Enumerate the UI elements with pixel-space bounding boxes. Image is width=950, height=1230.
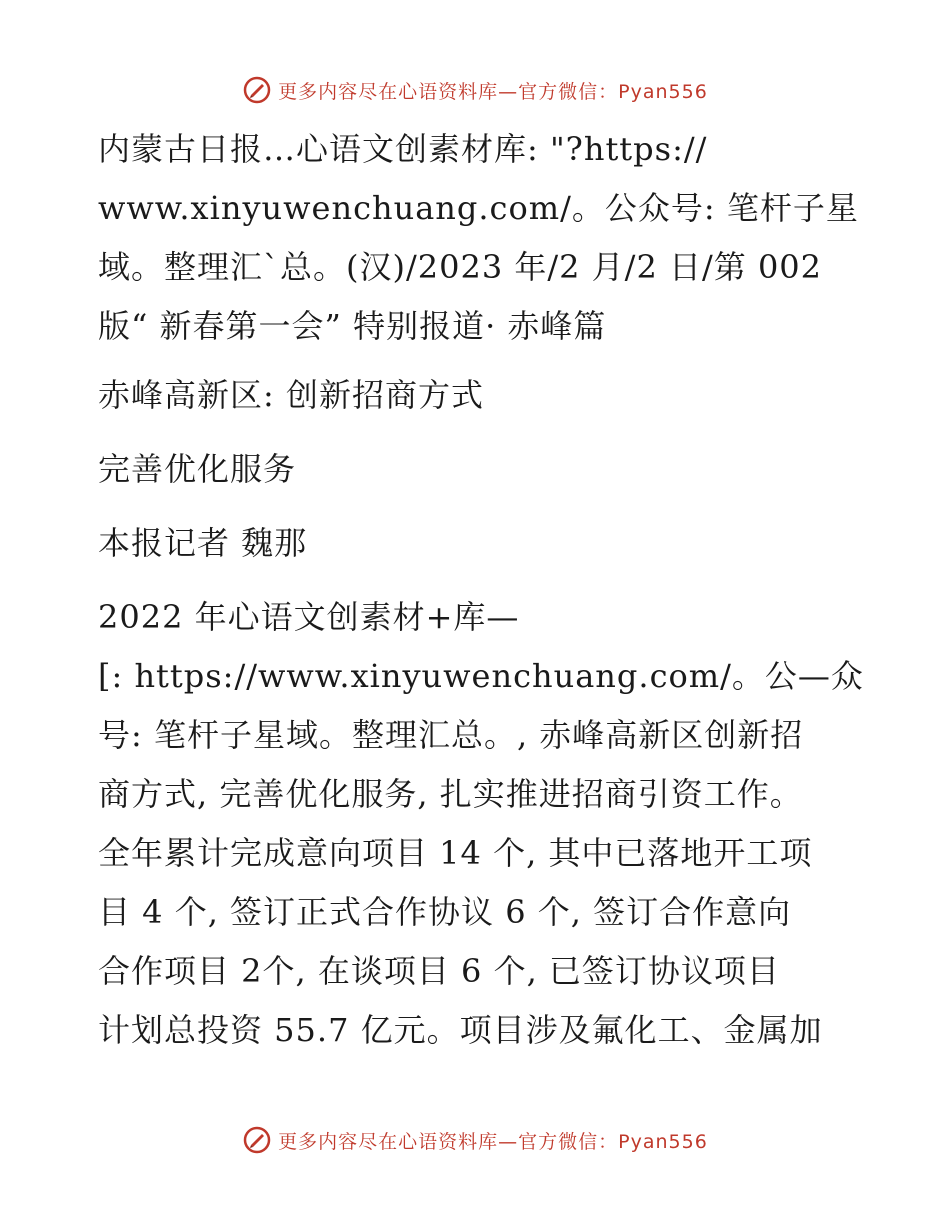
headline-line-2: 完善优化服务 [98,450,297,488]
pen-circle-logo-icon [242,75,272,105]
text-line: 目 4 个, 签订正式合作协议 6 个, 签订合作意向 [98,893,792,931]
byline-text: 本报记者 魏那 [98,524,308,562]
text-line: 内蒙古日报…心语文创素材库: "?https:// [98,130,708,168]
text-line: www.xinyuwenchuang.com/。公众号: 笔杆子星 [98,189,859,227]
text-line: 计划总投资 55.7 亿元。项目涉及氟化工、金属加 [98,1011,823,1049]
byline [98,514,858,573]
footer-watermark-banner [0,1120,950,1160]
text-line: 商方式, 完善优化服务, 扎实推进招商引资工作。 [98,775,803,813]
text-line: 合作项目 2个, 在谈项目 6 个, 已签订协议项目 [98,952,780,990]
text-line: 2022 年心语文创素材+库— [98,598,520,636]
pen-circle-logo-icon [242,1125,272,1155]
text-line: 版“ 新春第一会” 特别报道· 赤峰篇 [98,307,607,345]
article-headline [98,366,858,425]
text-line: 全年累计完成意向项目 14 个, 其中已落地开工项 [98,834,813,872]
text-line: 号: 笔杆子星域。整理汇总。, 赤峰高新区创新招 [98,716,804,754]
watermark-text: 更多内容尽在心语资料库—官方微信：Pyan556 [278,80,708,103]
text-line: 域。整理汇`总。(汉)/2023 年/2 月/2 日/第 002 [98,248,823,286]
text-line: [: https://www.xinyuwenchuang.com/。公—众 [98,657,864,695]
lead-paragraph [98,120,858,356]
watermark-text: 更多内容尽在心语资料库—官方微信：Pyan556 [278,1130,708,1153]
body-paragraph [98,588,864,1060]
header-watermark-banner [0,70,950,110]
headline-line-1: 赤峰高新区: 创新招商方式 [98,376,484,414]
article-subheadline [98,440,858,499]
